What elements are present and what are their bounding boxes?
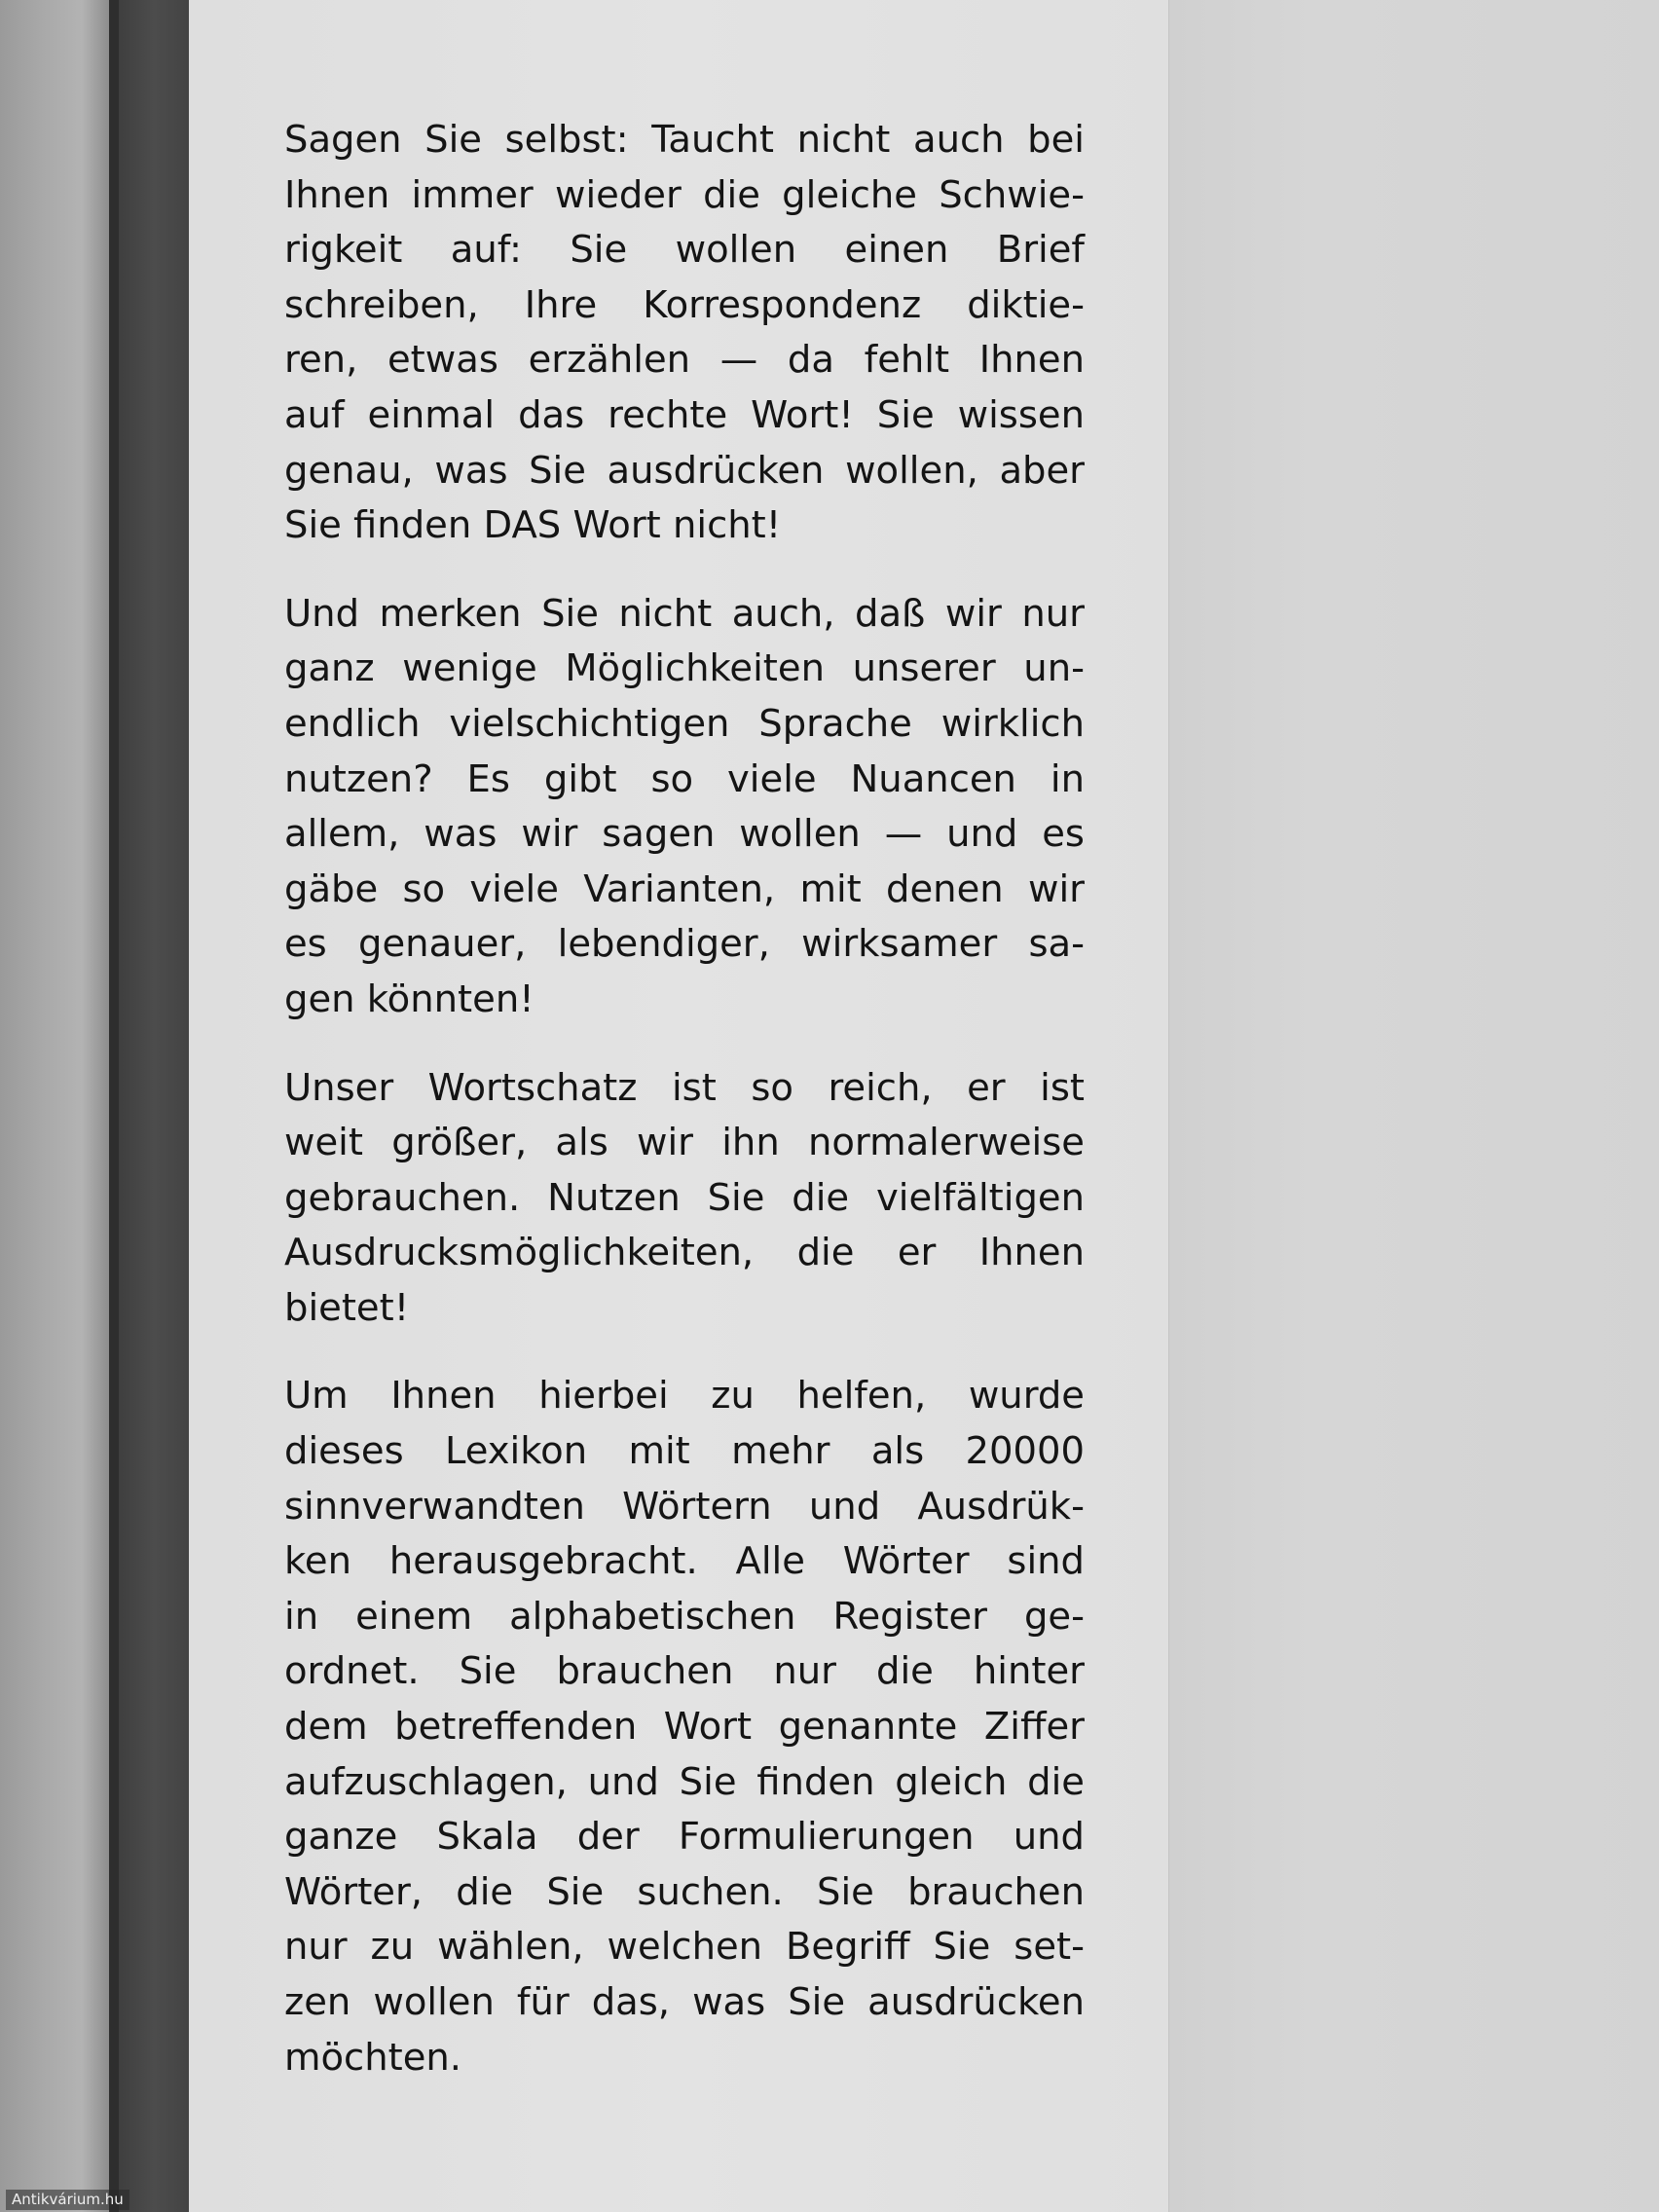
text-line: Sagen Sie selbst: Taucht nicht auch bei bbox=[284, 118, 1085, 162]
text-line: es genauer, lebendiger, wirksamer sa- bbox=[284, 922, 1085, 967]
text-line: Ausdrucksmöglichkeiten, die er Ihnen bbox=[284, 1231, 1085, 1275]
text-line: ganz wenige Möglichkeiten unserer un- bbox=[284, 646, 1085, 691]
watermark: Antikvárium.hu bbox=[6, 2190, 129, 2210]
underlying-page bbox=[1168, 0, 1659, 2212]
text-line: gen könnten! bbox=[284, 977, 535, 1021]
text-line: allem, was wir sagen wollen — und es bbox=[284, 812, 1085, 857]
text-line: schreiben, Ihre Korrespondenz diktie- bbox=[284, 282, 1085, 327]
text-line: Unser Wortschatz ist so reich, er ist bbox=[284, 1065, 1085, 1110]
text-line: Um Ihnen hierbei zu helfen, wurde bbox=[284, 1374, 1085, 1419]
text-line: möchten. bbox=[284, 2035, 462, 2080]
cover-spine-line bbox=[109, 0, 119, 2212]
text-line: weit größer, als wir ihn normalerweise bbox=[284, 1121, 1085, 1165]
text-line: bietet! bbox=[284, 1285, 410, 1330]
text-line: in einem alphabetischen Register ge- bbox=[284, 1594, 1085, 1639]
dark-cover-band bbox=[119, 0, 189, 2212]
text-line: ken herausgebracht. Alle Wörter sind bbox=[284, 1539, 1085, 1584]
paragraph bbox=[284, 1061, 1085, 1337]
text-line: Wörter, die Sie suchen. Sie brauchen bbox=[284, 1869, 1085, 1914]
text-line: nur zu wählen, welchen Begriff Sie set- bbox=[284, 1925, 1085, 1970]
text-line: Und merken Sie nicht auch, daß wir nur bbox=[284, 591, 1085, 636]
text-line: dem betreffenden Wort genannte Ziffer bbox=[284, 1705, 1085, 1750]
blurb-text bbox=[284, 113, 1085, 2119]
text-line: auf einmal das rechte Wort! Sie wissen bbox=[284, 392, 1085, 437]
text-line: ordnet. Sie brauchen nur die hinter bbox=[284, 1649, 1085, 1694]
paragraph bbox=[284, 113, 1085, 554]
text-line: gäbe so viele Varianten, mit denen wir bbox=[284, 866, 1085, 911]
text-line: Sie finden DAS Wort nicht! bbox=[284, 503, 782, 548]
text-line: Ihnen immer wieder die gleiche Schwie- bbox=[284, 172, 1085, 217]
text-line: nutzen? Es gibt so viele Nuancen in bbox=[284, 756, 1085, 801]
text-line: genau, was Sie ausdrücken wollen, aber bbox=[284, 448, 1085, 493]
text-line: gebrauchen. Nutzen Sie die vielfältigen bbox=[284, 1175, 1085, 1220]
text-line: aufzuschlagen, und Sie finden gleich die bbox=[284, 1759, 1085, 1804]
text-line: endlich vielschichtigen Sprache wirklich bbox=[284, 701, 1085, 746]
text-line: sinnverwandten Wörtern und Ausdrük- bbox=[284, 1484, 1085, 1529]
text-line: dieses Lexikon mit mehr als 20000 bbox=[284, 1429, 1085, 1474]
text-line: ganze Skala der Formulierungen und bbox=[284, 1815, 1085, 1860]
text-line: zen wollen für das, was Sie ausdrücken bbox=[284, 1980, 1085, 2024]
paragraph bbox=[284, 1369, 1085, 2085]
text-line: rigkeit auf: Sie wollen einen Brief bbox=[284, 228, 1085, 273]
paragraph bbox=[284, 587, 1085, 1028]
book-cover-edge bbox=[0, 0, 109, 2212]
text-line: ren, etwas erzählen — da fehlt Ihnen bbox=[284, 338, 1085, 383]
